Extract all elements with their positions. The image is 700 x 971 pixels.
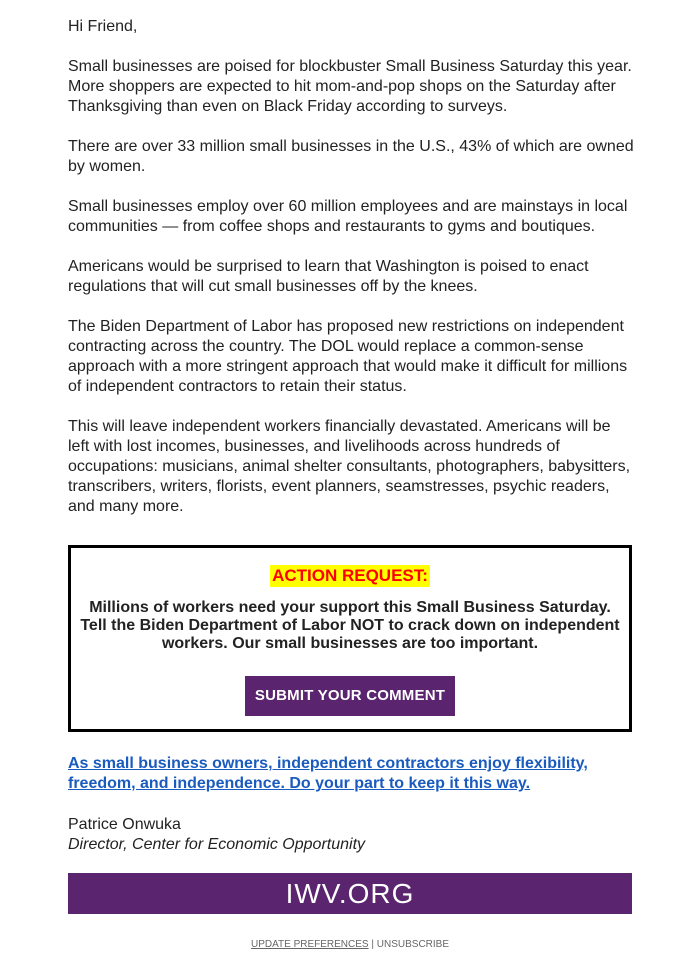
footer-links (0, 939, 700, 950)
cta-link-paragraph (68, 754, 634, 794)
paragraph-3: Small businesses employ over 60 million employees and are mainstays in local communities — from coffee shops and restaurants to gyms and boutiques. (68, 198, 628, 235)
iwv-banner[interactable]: IWV.ORG (68, 873, 632, 914)
unsubscribe-link[interactable]: UNSUBSCRIBE (376, 939, 450, 950)
paragraph-2: There are over 33 million small businesses in the U.S., 43% of which are owned by women. (68, 138, 634, 175)
greeting: Hi Friend, (68, 18, 138, 35)
signature (68, 815, 365, 855)
action-request-title: ACTION REQUEST: (272, 566, 428, 585)
update-preferences-link[interactable]: UPDATE PREFERENCES (250, 939, 369, 950)
paragraph-6: This will leave independent workers financially devastated. Americans will be left with lost incomes, businesses, and livelihoods across hundreds of occupations: musicians, animal shelter consultants, photographers, babysitters, transcribers, writers, florists, event planners, seamstresses, psychic readers, and many more. (68, 418, 631, 515)
submit-comment-button[interactable]: SUBMIT YOUR COMMENT (245, 676, 455, 716)
signature-name: Patrice Onwuka (68, 816, 181, 833)
cta-link[interactable]: As small business owners, independent contractors enjoy flexibility, freedom, and independence. Do your part to keep it this way. (68, 755, 588, 792)
action-request-body: Millions of workers need your support this Small Business Saturday. Tell the Biden Department of Labor NOT to crack down on independent workers. Our small businesses are too important. (80, 599, 620, 652)
paragraph-1: Small businesses are poised for blockbuster Small Business Saturday this year. More shoppers are expected to hit mom-and-pop shops on the Saturday after Thanksgiving than even on Black Friday according to surveys. (68, 58, 632, 115)
action-request-box (68, 545, 632, 732)
paragraph-5: The Biden Department of Labor has proposed new restrictions on independent contracting across the country. The DOL would replace a common-sense approach with a more stringent approach that would make it difficult for millions of independent contractors to retain their status. (68, 318, 628, 395)
paragraph-4: Americans would be surprised to learn that Washington is poised to enact regulations that will cut small businesses off by the knees. (68, 258, 589, 295)
signature-title: Director, Center for Economic Opportunity (68, 836, 366, 853)
email-body (68, 17, 634, 537)
footer-separator: | (371, 939, 374, 950)
